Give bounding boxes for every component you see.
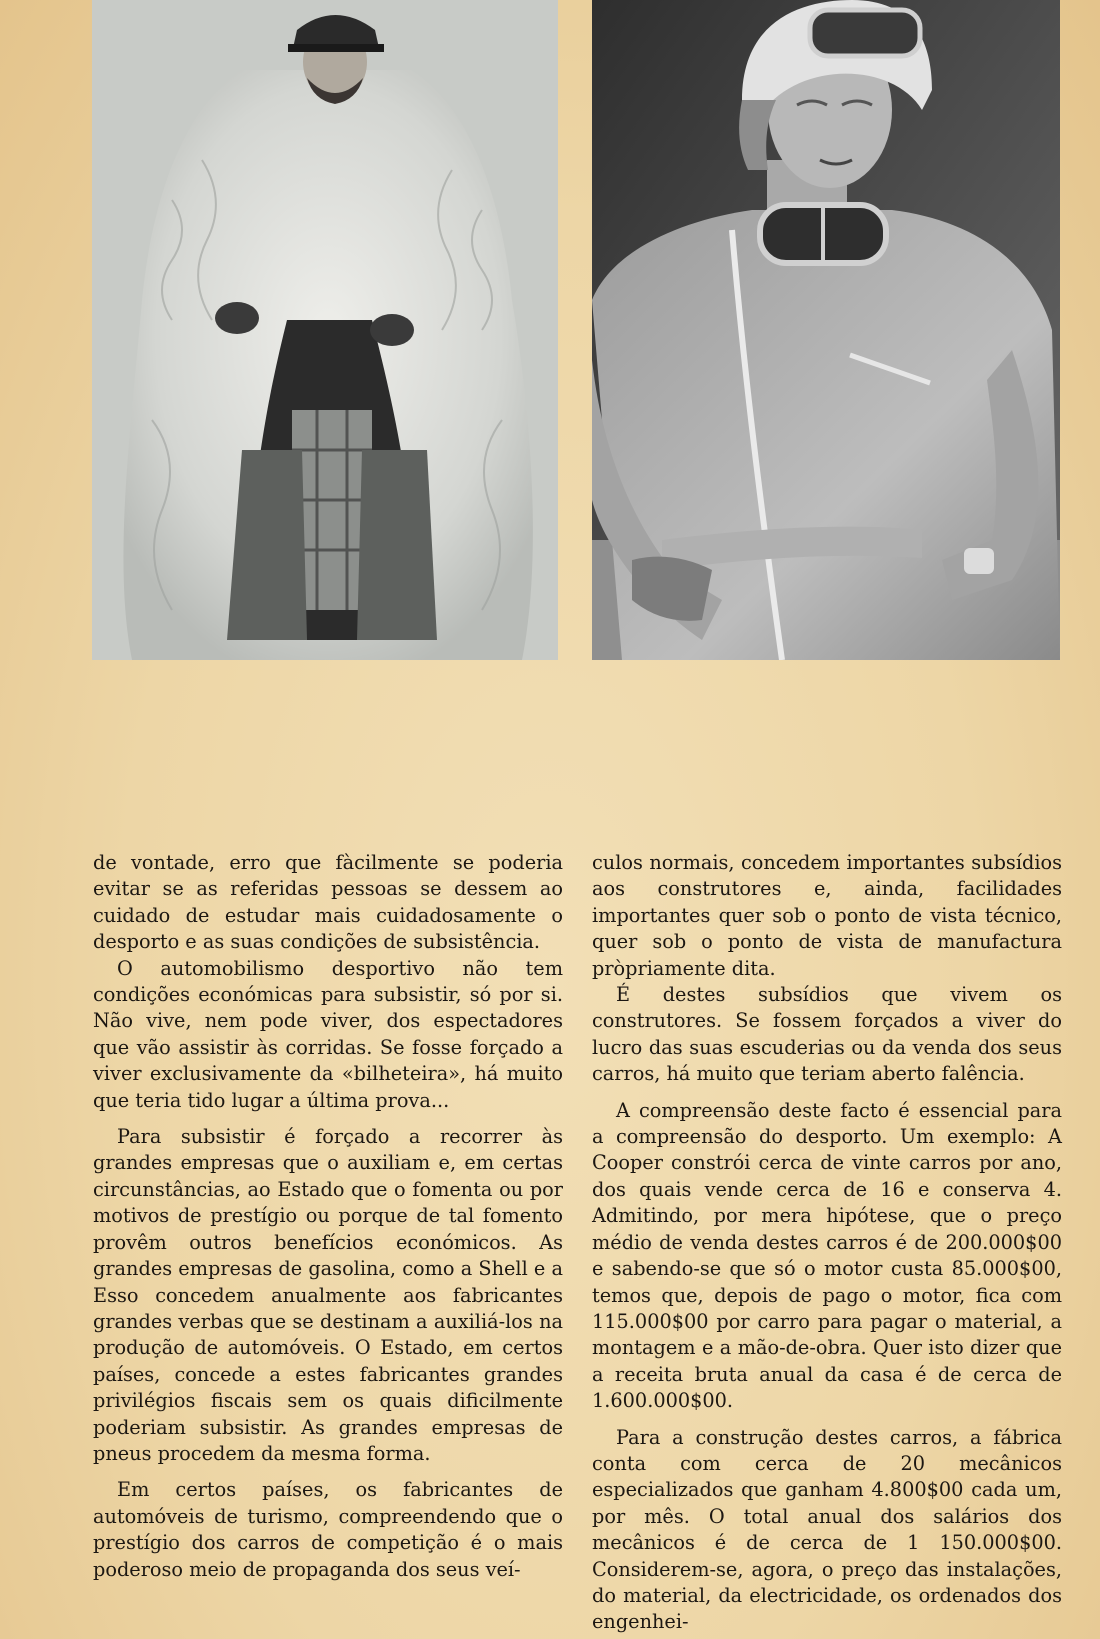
paragraph: de vontade, erro que fàcilmente se poderia evitar se as referidas pessoas se dessem ao cuidado de estudar mais cuidadosamente o desporto e as suas condições de subsistência.: [93, 851, 563, 954]
paragraph: culos normais, concedem importantes subsídios aos construtores e, ainda, facilidades importantes quer sob o ponto de vista técnico, quer sob o ponto de vista de manufactura pròpriamente dita.: [592, 851, 1062, 980]
racing-driver-photo: [592, 0, 1060, 660]
paragraph: Para subsistir é forçado a recorrer às grandes empresas que o auxiliam e, em certas circunstâncias, ao Estado que o fomenta ou por motivos de prestígio ou porque de tal fomento provêm outros benefícios económicos. As grandes empresas de gasolina, como a Shell e a Esso concedem anualmente aos fabricantes grandes verbas que se destinam a auxiliá-los na produção de automóveis. O Estado, em certos países, concede a estes fabricantes grandes privilégios fiscais sem os quais dificilmente poderiam subsistir. As grandes empresas de pneus procedem da mesma forma.: [93, 1125, 563, 1465]
text-column-right: [592, 850, 1062, 1636]
paragraph: O automobilismo desportivo não tem condições económicas para subsistir, só por si. Não vive, nem pode viver, dos espectadores que vão assistir às corridas. Se fosse forçado a viver exclusivamente da «bilheteira», há muito que teria tido lugar a última prova...: [93, 956, 563, 1112]
man-in-fur-coat-photo: [92, 0, 558, 660]
paragraph: A compreensão deste facto é essencial para a compreensão do desporto. Um exemplo: A Cooper constrói cerca de vinte carros por ano, dos quais vende cerca de 16 e conserva 4. Admitindo, por mera hipótese, que o preço médio de venda destes carros é de 200.000$00 e sabendo-se que só o motor custa 85.000$00, temos que, depois de pago o motor, fica com 115.000$00 por carro para pagar o material, a montagem e a mão-de-obra. Quer isto dizer que a receita bruta anual da casa é de cerca de 1.600.000$00.: [592, 1098, 1062, 1413]
text-column-left: [93, 850, 563, 1583]
paragraph: Para a construção destes carros, a fábrica conta com cerca de 20 mecânicos especializados que ganham 4.800$00 cada um, por mês. O total anual dos salários dos mecânicos é de cerca de 1 150.000$00. Considerem-se, agora, o preço das instalações, do material, da electricidade, os ordenados dos engenhei-: [592, 1425, 1062, 1634]
paragraph: Em certos países, os fabricantes de automóveis de turismo, compreendendo que o prestígio dos carros de competição é o mais poderoso meio de propaganda dos seus veí-: [93, 1478, 563, 1581]
paragraph: É destes subsídios que vivem os construtores. Se fossem forçados a viver do lucro das suas escuderias ou da venda dos seus carros, há muito que teriam aberto falência.: [592, 983, 1062, 1086]
